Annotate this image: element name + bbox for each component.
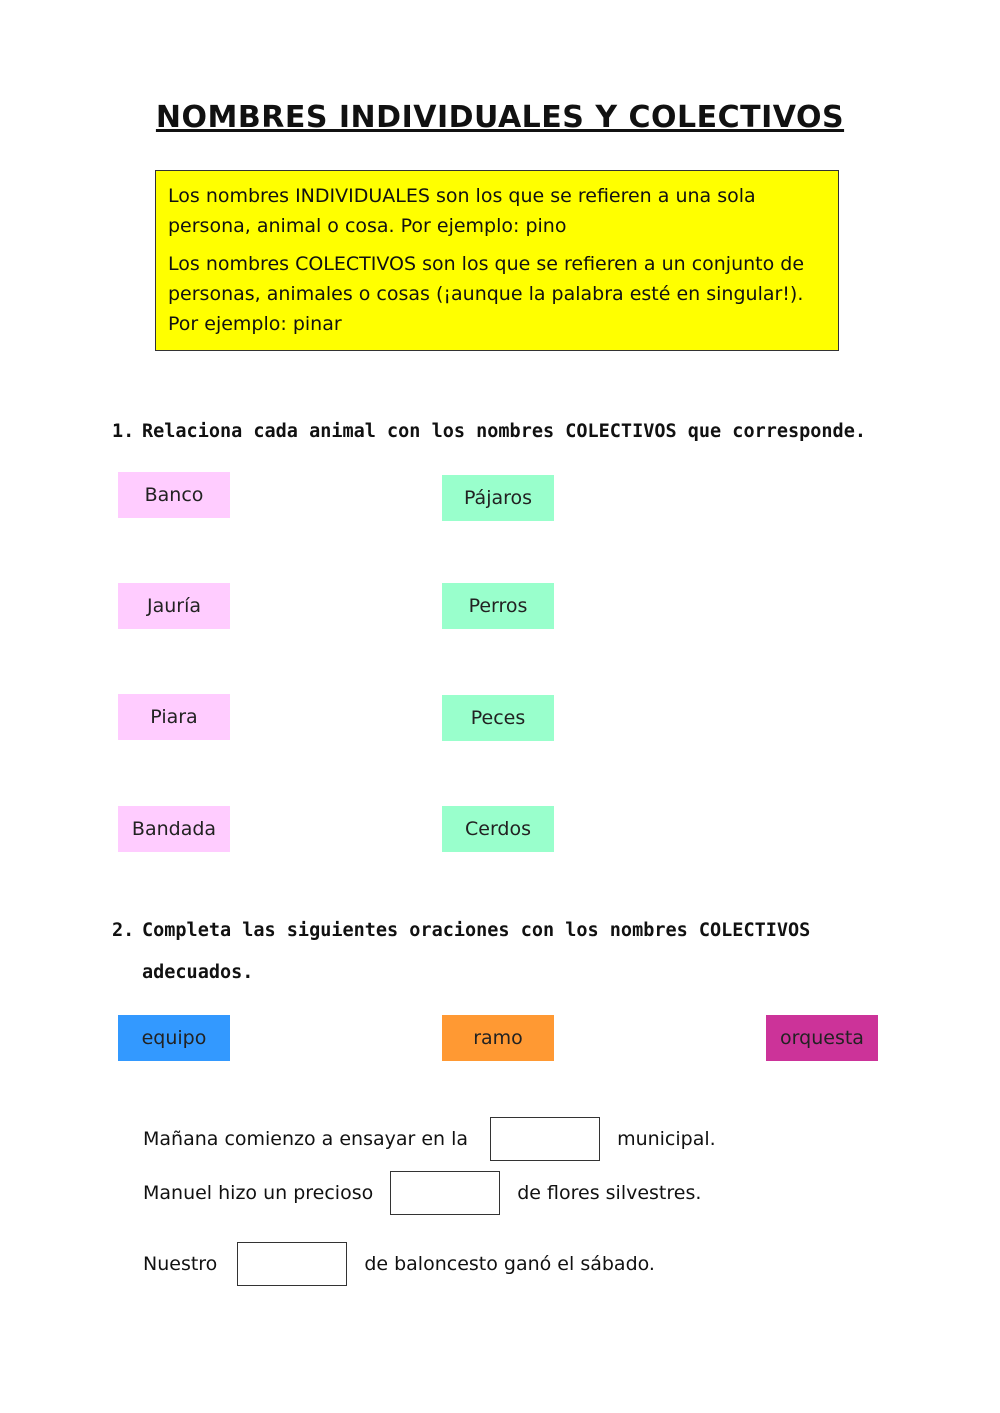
animal-tag[interactable]: Pájaros: [442, 475, 554, 521]
collective-tag[interactable]: Banco: [118, 472, 230, 518]
question-2-text: Completa las siguientes oraciones con los nombres COLECTIVOS: [142, 920, 811, 941]
drop-blank[interactable]: [490, 1117, 600, 1161]
question-2-text-cont: adecuados.: [142, 962, 254, 983]
info-box: [155, 170, 839, 351]
question-2-number: 2.: [112, 920, 135, 941]
collective-tag[interactable]: Jauría: [118, 583, 230, 629]
collective-tag[interactable]: Bandada: [118, 806, 230, 852]
sentence-text: municipal.: [617, 1128, 716, 1150]
sentence-text: Manuel hizo un precioso: [143, 1182, 374, 1204]
question-1: [112, 411, 866, 453]
info-colectivos: Los nombres COLECTIVOS son los que se refieren a un conjunto de personas, animales o cosas (¡aunque la palabra esté en singular!). Por ejemplo: pinar: [168, 253, 805, 335]
page-title: NOMBRES INDIVIDUALES Y COLECTIVOS: [155, 100, 845, 135]
animal-tag[interactable]: Perros: [442, 583, 554, 629]
sentence-2: [143, 1170, 701, 1216]
animal-tag[interactable]: Cerdos: [442, 806, 554, 852]
drop-blank[interactable]: [390, 1171, 500, 1215]
question-1-text: Relaciona cada animal con los nombres COLECTIVOS que corresponde.: [142, 421, 866, 442]
sentence-text: Nuestro: [143, 1253, 218, 1275]
sentence-1: [143, 1116, 716, 1162]
option-ramo[interactable]: ramo: [442, 1015, 554, 1061]
drop-blank[interactable]: [237, 1242, 347, 1286]
collective-tag[interactable]: Piara: [118, 694, 230, 740]
sentence-3: [143, 1241, 655, 1287]
sentence-text: Mañana comienzo a ensayar en la: [143, 1128, 469, 1150]
option-equipo[interactable]: equipo: [118, 1015, 230, 1061]
question-1-number: 1.: [112, 421, 135, 442]
option-orquesta[interactable]: orquesta: [766, 1015, 878, 1061]
animal-tag[interactable]: Peces: [442, 695, 554, 741]
question-2: [112, 910, 810, 994]
sentence-text: de baloncesto ganó el sábado.: [364, 1253, 655, 1275]
info-individuales: Los nombres INDIVIDUALES son los que se refieren a una sola persona, animal o cosa. Por ejemplo: pino: [168, 185, 756, 237]
sentence-text: de flores silvestres.: [517, 1182, 702, 1204]
